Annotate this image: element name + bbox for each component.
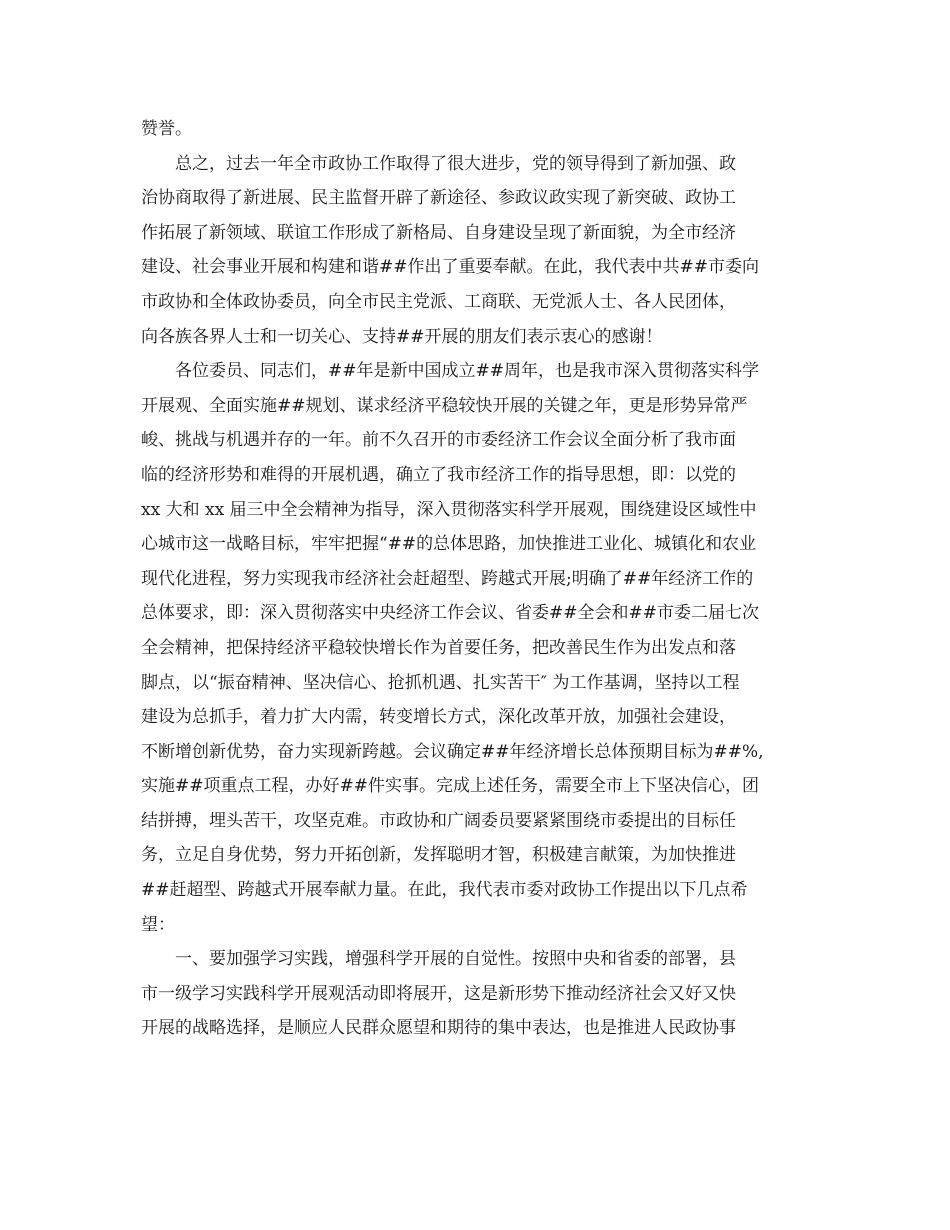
text-line: 结拼搏，埋头苦干，攻坚克难。市政协和广阔委员要紧紧围绕市委提出的目标任 bbox=[141, 810, 736, 831]
text-line: 实施##项重点工程，办好##件实事。完成上述任务，需要全市上下坚决信心，团 bbox=[141, 776, 759, 797]
document-body bbox=[141, 112, 811, 1046]
text-line: 临的经济形势和难得的开展机遇，确立了我市经济工作的指导思想，即：以党的 bbox=[141, 464, 736, 485]
paragraph-first-line: 一、要加强学习实践，增强科学开展的自觉性。按照中央和省委的部署，县 bbox=[175, 949, 736, 970]
paragraph-first-line: 各位委员、同志们，##年是新中国成立##周年，也是我市深入贯彻落实科学 bbox=[175, 361, 759, 382]
text-line: 赞誉。 bbox=[141, 119, 192, 139]
text-line: 建设为总抓手，着力扩大内需，转变增长方式，深化改革开放，加强社会建设， bbox=[141, 707, 736, 728]
text-line: 峻、挑战与机遇并存的一年。前不久召开的市委经济工作会议全面分析了我市面 bbox=[141, 430, 736, 451]
text-line: 务，立足自身优势，努力开拓创新，发挥聪明才智，积极建言献策，为加快推进 bbox=[141, 845, 736, 866]
text-line: 建设、社会事业开展和构建和谐##作出了重要奉献。在此，我代表中共##市委向 bbox=[141, 257, 759, 278]
text-line: 开展的战略选择，是顺应人民群众愿望和期待的集中表达，也是推进人民政协事 bbox=[141, 1018, 736, 1039]
text-line: 全会精神，把保持经济平稳较快增长作为首要任务，把改善民生作为出发点和落 bbox=[141, 637, 736, 658]
text-line: 作拓展了新领域、联谊工作形成了新格局、自身建设呈现了新面貌，为全市经济 bbox=[141, 222, 736, 243]
paragraph-first-line: 总之，过去一年全市政协工作取得了很大进步，党的领导得到了新加强、政 bbox=[175, 153, 736, 174]
text-line: 总体要求，即：深入贯彻落实中央经济工作会议、省委##全会和##市委二届七次 bbox=[141, 603, 759, 624]
text-line: 治协商取得了新进展、民主监督开辟了新途径、参政议政实现了新突破、政协工 bbox=[141, 188, 736, 209]
text-line: 不断增创新优势，奋力实现新跨越。会议确定##年经济增长总体预期目标为##%, bbox=[141, 741, 764, 762]
text-line: 脚点，以“振奋精神、坚决信心、抢抓机遇、扎实苦干″ 为工作基调，坚持以工程 bbox=[141, 672, 740, 693]
text-line: ##赶超型、跨越式开展奉献力量。在此，我代表市委对政协工作提出以下几点希 bbox=[141, 880, 748, 901]
text-line: 向各族各界人士和一切关心、支持##开展的朋友们表示衷心的感谢！ bbox=[141, 326, 663, 347]
text-line: 市政协和全体政协委员，向全市民主党派、工商联、无党派人士、各人民团体， bbox=[141, 291, 736, 312]
text-line: 现代化进程，努力实现我市经济社会赶超型、跨越式开展;明确了##年经济工作的 bbox=[141, 568, 754, 589]
text-line: 望： bbox=[141, 914, 175, 935]
text-line: 开展观、全面实施##规划、谋求经济平稳较快开展的关键之年，更是形势异常严 bbox=[141, 395, 748, 416]
text-line: xx 大和 xx 届三中全会精神为指导，深入贯彻落实科学开展观，围绕建设区域性中 bbox=[141, 499, 757, 520]
text-line: 市一级学习实践科学开展观活动即将展开，这是新形势下推动经济社会又好又快 bbox=[141, 983, 736, 1004]
text-line: 心城市这一战略目标，牢牢把握“##的总体思路，加快推进工业化、城镇化和农业 bbox=[141, 534, 757, 555]
